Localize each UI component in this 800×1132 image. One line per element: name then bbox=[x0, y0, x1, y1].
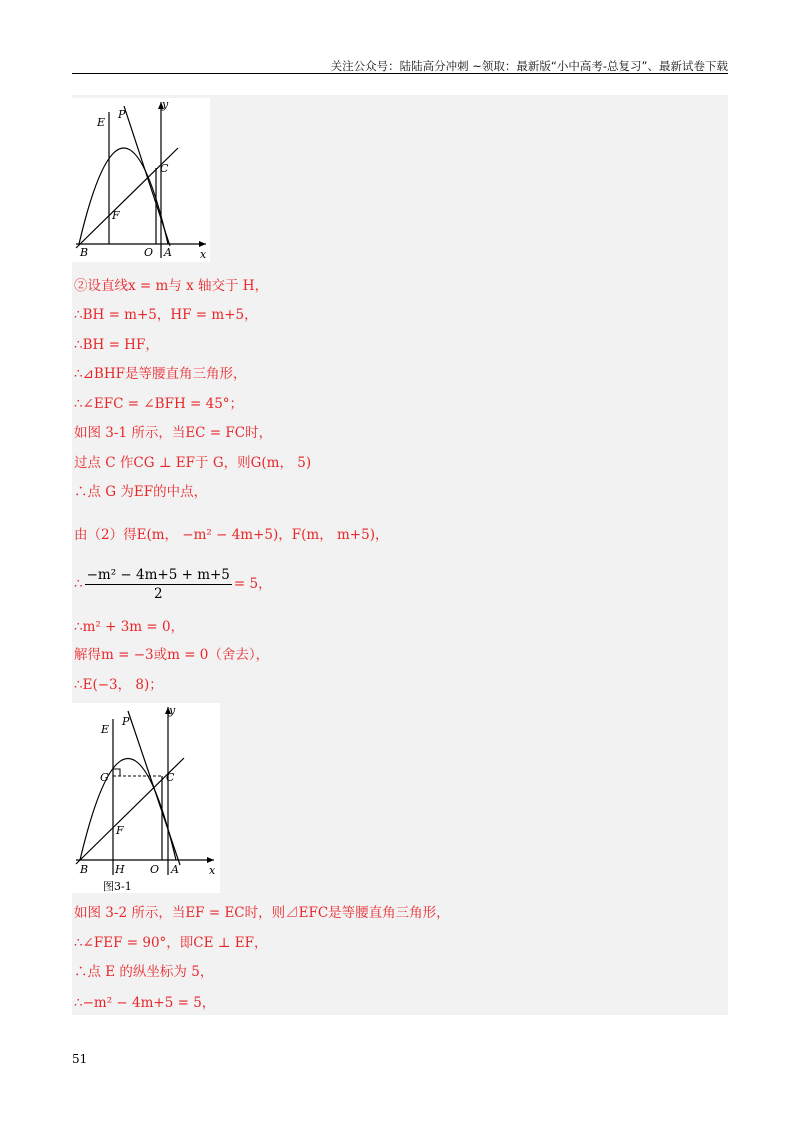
label-f: F bbox=[116, 824, 124, 837]
parabola-diagram-2 bbox=[72, 703, 220, 893]
fraction-tail: = 5， bbox=[233, 576, 272, 592]
solution-line-8: ∴点 G 为EF的中点， bbox=[74, 484, 208, 500]
label-h: H bbox=[115, 863, 125, 876]
label-c: C bbox=[166, 771, 175, 784]
label-b: B bbox=[80, 863, 89, 876]
solution-line-1: ②设直线x = m与 x 轴交于 H， bbox=[74, 278, 269, 294]
label-b: B bbox=[80, 246, 89, 259]
line-pa bbox=[128, 711, 180, 865]
label-a: A bbox=[164, 246, 172, 259]
solution-line-11: ∴m² + 3m = 0， bbox=[74, 619, 185, 635]
label-y: y bbox=[162, 98, 169, 111]
page-header: 关注公众号：陆陆高分冲刺 ~领取：最新版“小中高考-总复习”、最新试卷下载 bbox=[330, 59, 728, 73]
solution-line-4: ∴⊿BHF是等腰直角三角形， bbox=[74, 366, 247, 382]
parabola bbox=[79, 148, 168, 244]
right-angle-mark bbox=[113, 769, 120, 776]
label-c: C bbox=[160, 162, 169, 175]
label-o: O bbox=[144, 246, 154, 259]
fraction-denominator: 2 bbox=[153, 586, 163, 602]
fraction-numerator: −m² − 4m+5 + m+5 bbox=[86, 567, 230, 583]
solution-line-3: ∴BH = HF， bbox=[74, 337, 159, 353]
header-rule bbox=[72, 73, 728, 74]
label-o: O bbox=[150, 863, 160, 876]
parabola-diagram-1 bbox=[72, 98, 210, 262]
figure-caption: 图3-1 bbox=[103, 880, 132, 893]
figure-2 bbox=[72, 703, 220, 893]
line-pa bbox=[124, 106, 170, 246]
solution-line-9: 由（2）得E(m， −m² − 4m+5)，F(m， m+5)， bbox=[74, 527, 389, 543]
label-f: F bbox=[112, 209, 120, 222]
solution-line-12: 解得m = −3或m = 0（舍去）， bbox=[74, 647, 270, 663]
solution-line-17: ∴−m² − 4m+5 = 5， bbox=[74, 995, 216, 1011]
label-e: E bbox=[97, 116, 106, 129]
solution-line-10: ∴ $\frac{\text{−m² − 4m+5 + m+5}}{2}$ = 5， bbox=[74, 567, 272, 602]
solution-line-15: ∴∠FEF = 90°，即CE ⊥ EF， bbox=[74, 935, 268, 951]
label-p: P bbox=[122, 715, 130, 728]
label-a: A bbox=[171, 863, 179, 876]
page-number: 51 bbox=[72, 1052, 88, 1066]
solution-line-7: 过点 C 作CG ⊥ EF于 G，则G(m， 5) bbox=[74, 455, 312, 471]
label-g: G bbox=[100, 771, 109, 784]
figure-1 bbox=[72, 98, 210, 262]
solution-line-13: ∴E(−3， 8)； bbox=[74, 677, 163, 693]
fraction bbox=[85, 566, 232, 603]
solution-line-2: ∴BH = m+5，HF = m+5， bbox=[74, 307, 258, 323]
label-p: P bbox=[118, 108, 126, 121]
label-x: x bbox=[209, 864, 216, 877]
label-e: E bbox=[101, 723, 110, 736]
label-y: y bbox=[169, 704, 176, 717]
solution-line-14: 如图 3-2 所示，当EF = EC时，则⊿EFC是等腰直角三角形， bbox=[74, 905, 450, 921]
solution-line-5: ∴∠EFC = ∠BFH = 45°； bbox=[74, 396, 244, 412]
solution-line-6: 如图 3-1 所示，当EC = FC时， bbox=[74, 425, 273, 441]
solution-line-16: ∴点 E 的纵坐标为 5， bbox=[74, 964, 214, 980]
label-x: x bbox=[200, 248, 207, 261]
